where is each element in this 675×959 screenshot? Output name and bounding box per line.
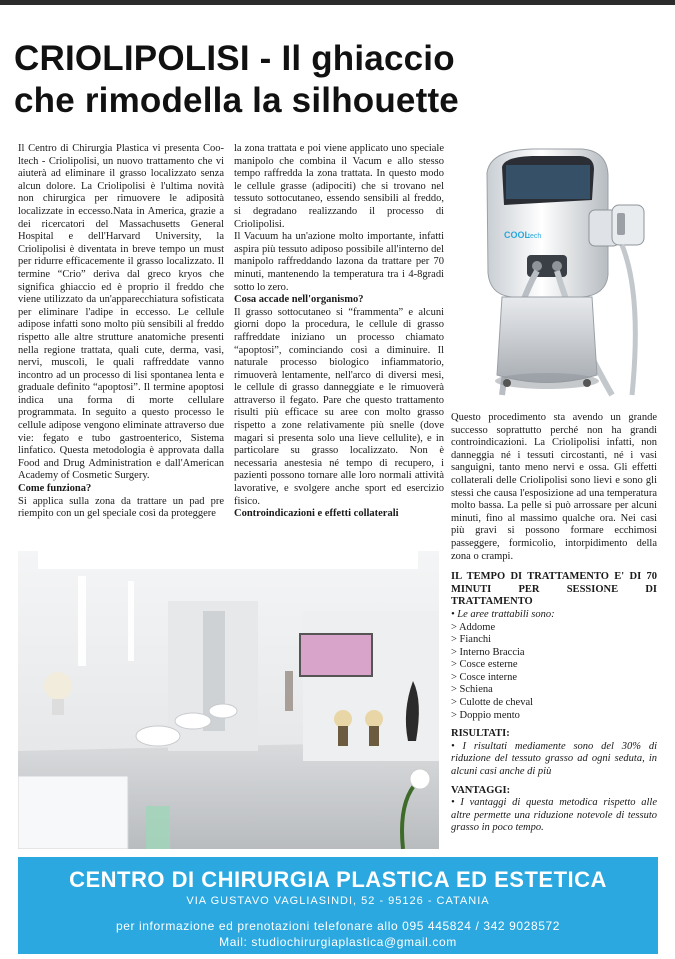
cryolipolysis-machine-image	[462, 145, 668, 407]
results-paragraph: • I risultati mediamente sono del 30% di riduzione del tessuto grasso ad ogni seduta, in alcuni casi anche di più	[451, 740, 657, 778]
headline	[14, 38, 660, 122]
list-item: > Addome	[451, 621, 496, 633]
subheading-contraindications: Controindicazioni e effetti collaterali	[234, 508, 399, 520]
footer-booking-info: per informazione ed prenotazioni telefonare allo 095 445824 / 342 9028572	[115, 919, 561, 933]
product-logo: COOL	[504, 230, 530, 240]
list-item: > Interno Braccia	[451, 646, 525, 658]
advantages-paragraph: • I vantaggi di questa metodica rispetto alle altre permette una riduzione notevole di tessuto grasso in poco tempo.	[451, 797, 657, 834]
list-item: > Cosce esterne	[451, 659, 518, 671]
treatable-areas-list	[451, 622, 657, 723]
treatable-areas-intro: • Le aree trattabili sono:	[451, 608, 555, 620]
list-item: > Doppio mento	[451, 709, 520, 721]
headline-line-2: che rimodella la silhouette	[14, 81, 459, 120]
clinic-interior-photo	[18, 551, 439, 849]
footer-email: Mail: studiochirurgiaplastica@gmail.com	[219, 935, 457, 949]
list-item: > Fianchi	[451, 634, 492, 646]
article-column-3	[451, 412, 657, 835]
list-item: > Schiena	[451, 684, 493, 696]
article-column-1	[18, 143, 224, 521]
svg-text:tech: tech	[528, 233, 542, 240]
list-item: > Cosce interne	[451, 671, 517, 683]
wall-screen	[300, 634, 372, 676]
list-item: > Culotte de cheval	[451, 697, 534, 709]
advantages-heading: VANTAGGI:	[451, 784, 511, 796]
top-border	[0, 0, 675, 5]
subheading-organism: Cosa accade nell'organismo?	[234, 294, 364, 306]
article-column-2	[234, 143, 444, 521]
treatment-time-heading: IL TEMPO DI TRATTAMENTO E' DI 70 MINUTI PER SESSIONE DI TRATTAMENTO	[451, 571, 657, 608]
headline-line-1: CRIOLIPOLISI - Il ghiaccio	[14, 39, 455, 78]
how-it-works-paragraph: Si applica sulla zona da trattare un pad pre riempito con un gel speciale così da proteggere	[18, 495, 224, 520]
results-heading: RISULTATI:	[451, 728, 510, 740]
footer-title: CENTRO DI CHIRURGIA PLASTICA ED ESTETICA	[69, 867, 607, 892]
subheading-how-it-works: Come funziona?	[18, 483, 92, 495]
vacuum-paragraph: Il Vacuum ha un'azione molto importante, infatti aspira più tessuto adiposo possibile all'interno del manipolo raffreddando lazona da trattare per 70 minuti, mantenendo la temperatura tra i 4-8gradi sotto lo zero.	[234, 231, 444, 293]
treatment-paragraph: la zona trattata e poi viene applicato uno speciale manipolo che combina il Vacum e allo stesso tempo raffredda la zona trattata. In questo modo le cellule grasse (adipociti) che si trovano nel tessuto sottocutaneo, essendo sensibili al freddo, si degradano realizzando il processo di Criolipolisi.	[234, 143, 444, 230]
organism-paragraph: Il grasso sottocutaneo si “frammenta” e alcuni giorni dopo la procedura, le cellule di grasso raffreddate iniziano un processo chiamato “apoptosi”, cominciando così a diminuire. Il naturale processo biologico infiammatorio, rimuoverà lentamente, nell'arco di diversi mesi, le cellule di grasso danneggiate e le rimuoverà attraverso il fegato. Pare che questo trattamento risulti più efficace su aree con molto grasso rispetto a zone relativamente più snelle (dove magari si presenta solo una lieve cellulite), e in particolare su grasso localizzato. Non è necessaria anestesia né tempo di recupero, i pazienti possono tornare alle loro normali attività lavorative, e svolgere anche sport ed esercizio fisico.	[234, 306, 444, 507]
footer-banner	[18, 857, 658, 954]
contraindications-paragraph: Questo procedimento sta avendo un grande successo soprattutto perché non ha grandi controindicazioni. La Criolipolisi infatti, non danneggia né i tessuti circostanti, né i vasi sanguigni, tanto meno nervi e ossa. Gli effetti collaterali delle Criolipolisi sono lievi e sono gli stessi che causa l'esposizione ad una temperatura molto bassa. La pelle si può arrossare per alcuni minuti, fino al massimo qualche ora. Nei casi più gravi si possono formare ecchimosi passeggere, formicolio, intorpidimento della zona o crampi.	[451, 412, 657, 562]
intro-paragraph: Il Centro di Chirurgia Plastica vi presenta Coo-ltech - Criolipolisi, un nuovo trattamento che vi aiuterà ad eliminare il grasso localizzato senza alcun dolore. La Criolipolisi è l'ultima novità non chirurgica per rimuovere le adiposità localizzate in eccesso.Nata in America, grazie a dei ricercatori del Massachusetts General Hospital e dell'Harvard University, la Criolipolisi è diventata in breve tempo un must per ridurre efficacemente il grasso localizzato. Il termine “Crio” deriva dal greco kryos che significa ghiaccio ed è proprio il freddo che viene utilizzato da un'apparecchiatura sofisticata per eliminare l'adipe in eccesso. Le cellule adipose infatti sono molto più sensibili al freddo rispetto alle altre strutture anatomiche presenti nella regione trattata, quali cute, derma, vasi, nervi, muscoli, le quali raffreddate vanno incontro ad un processo di lisi spontanea lenta e graduale definito “apoptosi”. Il termine apoptosi indica una forma di morte cellulare programmata. In seguito a questo processo le cellule adipose vengono eliminate attraverso due vie: fegato e tubo gastroenterico, Sistema linfatico. Questa metodologia è approvata dalla Food and Drug Administration e dall'American Academy of Cosmetic Surgery.	[18, 143, 224, 482]
footer-address: VIA GUSTAVO VAGLIASINDI, 52 - 95126 - CATANIA	[186, 895, 490, 907]
